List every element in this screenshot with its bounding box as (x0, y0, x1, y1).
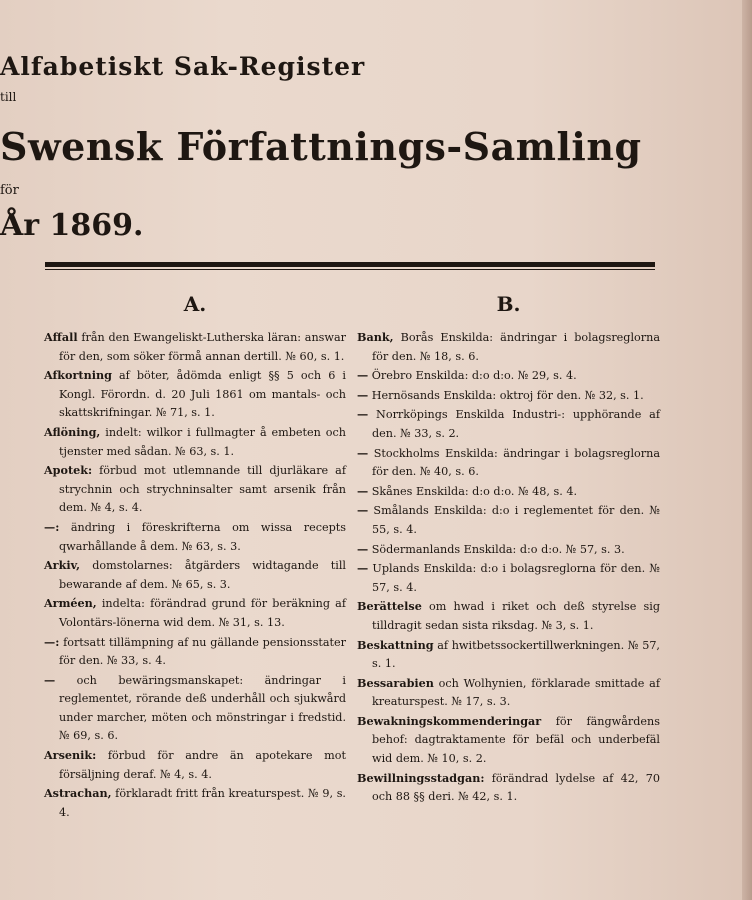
register-entry (44, 746, 346, 784)
register-entry (357, 636, 660, 674)
entry-term: — (357, 368, 369, 383)
entry-term: Arsenik: (44, 748, 97, 763)
entry-term: — (357, 387, 369, 402)
entry-term: Afkortning (44, 368, 112, 383)
entry-term: Beskattning (357, 637, 434, 652)
entry-text: af böter, ådömda enligt §§ 5 och 6 i Kongl. Förordn. d. 20 Juli 1861 om mantals- och skattskrifningar. № 71, s. 1. (59, 369, 346, 420)
entry-term: —: (44, 634, 60, 649)
entry-text: förbud för andre än apotekare mot försäljning deraf. № 4, s. 4. (59, 749, 346, 781)
entries-a (44, 328, 346, 822)
entry-term: Berättelse (357, 599, 422, 614)
register-entry (357, 405, 660, 443)
register-entry (44, 366, 346, 423)
header-rule-thick (45, 262, 655, 267)
register-entry (357, 559, 660, 597)
entry-term: Affall (44, 330, 78, 344)
entry-text: domstolarnes: åtgärders widtagande till bewarande af dem. № 65, s. 3. (59, 559, 346, 591)
entry-text: från den Ewangeliskt-Lutherska läran: answar för den, som söker förmå annan dertill. № 60, s. 1. (59, 331, 346, 363)
entry-term: — (357, 407, 369, 422)
title-for: för (0, 183, 19, 198)
register-entry (357, 674, 660, 712)
entry-term: Arméen, (44, 596, 97, 611)
entry-text: Uplands Enskilda: d:o i bolagsreglorna för den. № 57, s. 4. (368, 562, 660, 594)
entry-text: förklaradt fritt från kreaturspest. № 9, s. 4. (59, 787, 346, 819)
title-line-2: Swensk Författnings-Samling (0, 124, 642, 169)
entry-text: indelta: förändrad grund för beräkning af Volontärs-lönerna wid dem. № 31, s. 13. (59, 597, 346, 629)
entry-term: — (44, 672, 56, 687)
title-till: till (0, 90, 17, 104)
entry-term: Bank, (357, 330, 394, 344)
entry-term: Aflöning, (44, 424, 101, 439)
title-year: År 1869. (0, 208, 144, 243)
entry-term: —: (44, 519, 60, 534)
entry-text: Södermanlands Enskilda: d:o d:o. № 57, s. 3. (368, 542, 625, 556)
register-entry (44, 556, 346, 594)
entry-term: Arkiv, (44, 558, 81, 573)
entry-text: Norrköpings Enskilda Industri-: upphörande af den. № 33, s. 2. (368, 408, 660, 440)
entry-term: Apotek: (44, 463, 93, 478)
register-entry (357, 366, 660, 386)
register-entry (44, 784, 346, 822)
entry-text: förbud mot utlemnande till djurläkare af strychnin och strychninsalter samt arsenik från dem. № 4, s. 4. (59, 464, 346, 515)
register-entry (357, 444, 660, 482)
entry-term: — (357, 483, 369, 498)
entry-term: Bewillningsstadgan: (357, 770, 485, 785)
entry-text: förändrad lydelse af 42, 70 och 88 §§ deri. № 42, s. 1. (372, 771, 660, 804)
entry-text: om hwad i riket och deß styrelse sig tilldragit sedan sista riksdag. № 3, s. 1. (372, 600, 660, 632)
register-entry (44, 328, 346, 366)
register-entry (357, 386, 660, 406)
register-entry (44, 461, 346, 518)
entry-text: Stockholms Enskilda: ändringar i bolagsreglorna för den. № 40, s. 6. (368, 446, 660, 479)
entry-term: — (357, 503, 369, 518)
section-letter-a: A. (183, 292, 207, 316)
register-entry (44, 518, 346, 556)
entry-text: och Wolhynien, förklarade smittade af kreaturspest. № 17, s. 3. (372, 676, 660, 709)
entries-b (357, 328, 660, 807)
entry-text: fortsatt tillämpning af nu gällande pensionsstater för den. № 33, s. 4. (59, 635, 346, 668)
entry-text: indelt: wilkor i fullmagter å embeten och tjenster med sådan. № 63, s. 1. (59, 425, 346, 458)
header-rule-thin (45, 269, 655, 270)
entry-text: Skånes Enskilda: d:o d:o. № 48, s. 4. (368, 484, 578, 498)
title-line-1: Alfabetiskt Sak-Register (0, 52, 366, 81)
entry-text: för fängwårdens behof: dagtraktamente för befäl och underbefäl wid dem. № 10, s. 2. (372, 714, 660, 766)
entry-term: Bewakningskommenderingar (357, 713, 542, 728)
register-entry (44, 423, 346, 461)
section-letter-b: B. (496, 292, 521, 316)
register-entry (44, 594, 346, 632)
entry-text: och bewäringsmanskapet: ändringar i reglementet, rörande deß underhåll och sjukwård under marcher, möten och mönstringar i fredstid. № 69, s. 6. (55, 673, 346, 743)
register-entry (44, 671, 346, 746)
entry-term: Bessarabien (357, 675, 434, 690)
entry-term: — (357, 561, 369, 576)
register-entry (357, 712, 660, 769)
entry-text: Smålands Enskilda: d:o i reglementet för den. № 55, s. 4. (368, 504, 660, 536)
entry-term: — (357, 445, 369, 460)
entry-term: — (357, 541, 369, 556)
register-entry (357, 328, 660, 366)
register-entry (357, 501, 660, 539)
entry-text: Borås Enskilda: ändringar i bolagsreglorna för den. № 18, s. 6. (372, 331, 660, 363)
column-a (44, 290, 346, 822)
register-entry (357, 540, 660, 560)
entry-text: Örebro Enskilda: d:o d:o. № 29, s. 4. (368, 369, 577, 383)
register-entry (357, 482, 660, 502)
column-b (357, 290, 660, 807)
entry-text: Hernösands Enskilda: oktroj för den. № 32, s. 1. (368, 388, 644, 402)
entry-text: af hwitbetssockertillwerkningen. № 57, s. 1. (372, 638, 660, 671)
entry-text: ändring i föreskrifterna om wissa recepts qwarhållande å dem. № 63, s. 3. (59, 520, 346, 553)
entry-term: Astrachan, (44, 786, 112, 801)
register-entry (357, 597, 660, 635)
register-entry (44, 633, 346, 671)
register-entry (357, 769, 660, 807)
